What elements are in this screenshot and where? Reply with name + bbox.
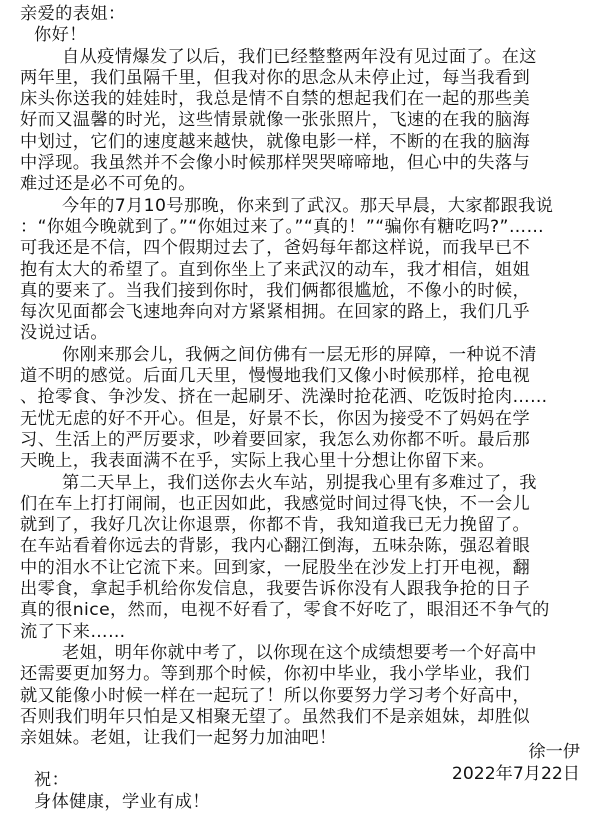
paragraph-line: 难过还是必不可免的。: [20, 174, 196, 195]
paragraph: [20, 643, 588, 749]
greeting: 亲爱的表姐：: [20, 4, 126, 24]
paragraph-line: 抱有太大的希望了。直到你坐上了来武汉的动车，我才相信，姐姐: [20, 259, 531, 280]
paragraph-line: 好而又温馨的时光，这些情景就像一张张照片，飞速的在我的脑海: [20, 110, 531, 131]
paragraph-line: 就到了，我好几次让你退票，你都不肯，我知道我已无力挽留了。: [20, 515, 531, 536]
paragraph-line: 、抢零食、争沙发、挤在一起刷牙、洗澡时抢花洒、吃饭时抢肉……: [20, 387, 548, 408]
paragraph-line: 两年里，我们虽隔千里，但我对你的思念从未停止过，每当我看到: [20, 67, 531, 88]
paragraph-line: 老姐，明年你就中考了，以你现在这个成绩想要考一个好高中: [62, 642, 537, 663]
paragraph-line: 否则我们明年只怕是又相聚无望了。虽然我们不是亲姐妹，却胜似: [20, 706, 531, 727]
wish-text: 身体健康，学业有成！: [34, 791, 210, 812]
paragraph-line: 习、生活上的严厉要求，吵着要回家，我怎么劝你都不听。最后那: [20, 429, 531, 450]
hello-line: 你好！: [34, 25, 87, 46]
paragraph-line: 真的要来了。当我们接到你时，我们俩都很尴尬，不像小的时候，: [20, 280, 531, 301]
paragraph: [20, 345, 588, 473]
paragraph-line: 你刚来那会儿，我俩之间仿佛有一层无形的屏障，一种说不清: [62, 344, 537, 365]
paragraph-line: 天晚上，我表面满不在乎，实际上我心里十分想让你留下来。: [20, 451, 495, 472]
paragraph-line: 中的泪水不让它流下来。回到家，一屁股坐在沙发上打开电视，翻: [20, 557, 531, 578]
paragraph-line: 亲姐妹。老姐，让我们一起努力加油吧！: [20, 728, 337, 749]
paragraph-line: 就又能像小时候一样在一起玩了！所以你要努力学习考个好高中，: [20, 685, 531, 706]
paragraph-line: 们在车上打打闹闹，也正因如此，我感觉时间过得飞快，不一会儿: [20, 493, 531, 514]
paragraph-line: 今年的7月10号那晚，你来到了武汉。那天早晨，大家都跟我说: [62, 195, 554, 216]
paragraph: [20, 196, 588, 345]
paragraph-line: 可我还是不信，四个假期过去了，爸妈每年都这样说，而我早已不: [20, 238, 531, 259]
paragraph: [20, 47, 588, 196]
paragraph-line: 还需要更加努力。等到那个时候，你初中毕业，我小学毕业，我们: [20, 664, 531, 685]
paragraph-line: 在车站看着你远去的背影，我内心翻江倒海，五味杂陈，强忍着眼: [20, 536, 531, 557]
sender-name: 徐一伊: [528, 742, 580, 762]
paragraph-line: 每次见面都会飞速地奔向对方紧紧相拥。在回家的路上，我们几乎: [20, 302, 531, 323]
paragraph-line: 出零食，拿起手机给你发信息，我要告诉你没有人跟我争抢的日子: [20, 579, 531, 600]
paragraph-line: 中划过，它们的速度越来越快，就像电影一样，不断的在我的脑海: [20, 131, 531, 152]
letter-paragraphs: [20, 47, 588, 750]
paragraph-line: ：“你姐今晚就到了。”“你姐过来了。”“真的！”“骗你有糖吃吗?”……: [20, 216, 545, 237]
paragraph: [20, 473, 588, 643]
letter-body: [20, 4, 588, 813]
paragraph-line: 第二天早上，我们送你去火车站，别提我心里有多难过了，我: [62, 472, 537, 493]
paragraph-line: 流了下来……: [20, 621, 126, 642]
letter-date: 2022年7月22日: [451, 764, 580, 784]
paragraph-line: 床头你送我的娃娃时，我总是情不自禁的想起我们在一起的那些美: [20, 89, 531, 110]
paragraph-line: 自从疫情爆发了以后，我们已经整整两年没有见过面了。在这: [62, 46, 537, 67]
paragraph-line: 真的很nice，然而，电视不好看了，零食不好吃了，眼泪还不争气的: [20, 600, 550, 621]
paragraph-line: 道不明的感觉。后面几天里，慢慢地我们又像小时候那样，抢电视: [20, 366, 531, 387]
paragraph-line: 无忧无虑的好不开心。但是，好景不长，你因为接受不了妈妈在学: [20, 408, 531, 429]
paragraph-line: 中浮现。我虽然并不会像小时候那样哭哭啼啼地，但心中的失落与: [20, 153, 531, 174]
paragraph-line: 没说过话。: [20, 323, 108, 344]
wish-intro: 祝：: [34, 770, 70, 791]
